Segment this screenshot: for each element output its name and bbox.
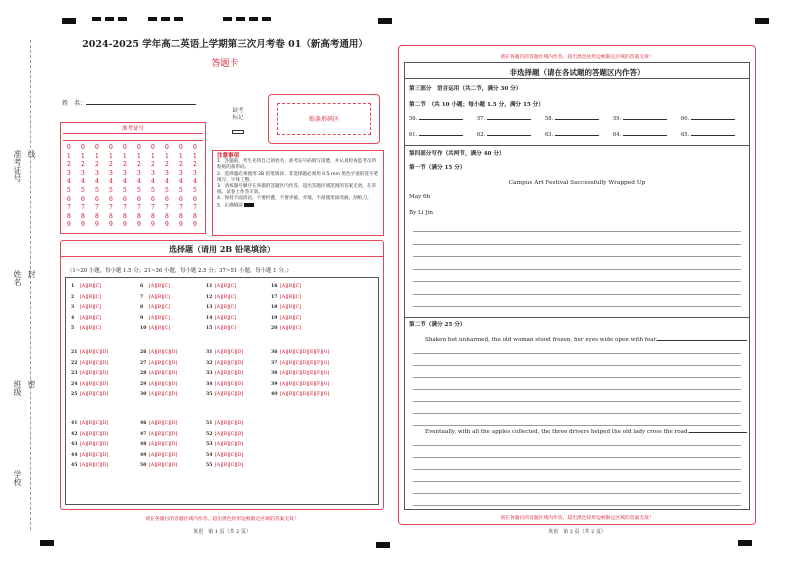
choice-question[interactable]: 19 [A][B][C] (271, 315, 301, 321)
choice-question[interactable]: 52 [A][B][C][D] (206, 431, 244, 437)
notes-box (212, 150, 384, 236)
writing-lines[interactable] (405, 437, 749, 509)
digit-bubble[interactable]: 5 (95, 187, 99, 194)
choice-question[interactable]: 14 [A][B][C] (206, 315, 236, 321)
digit-bubble[interactable]: 0 (137, 144, 141, 151)
digit-bubble[interactable]: 5 (123, 187, 127, 194)
digit-bubble[interactable]: 5 (193, 187, 197, 194)
writing-line[interactable] (413, 353, 741, 354)
writing-line[interactable] (413, 306, 741, 307)
digit-bubble[interactable]: 6 (109, 195, 113, 203)
digit-bubble[interactable]: 5 (109, 187, 113, 194)
registration-mark (755, 18, 769, 24)
digit-bubble[interactable]: 0 (67, 144, 71, 151)
registration-mark (376, 542, 390, 548)
digit-bubble[interactable]: 4 (179, 178, 183, 186)
warning-left: 请在各题目的答题区域内作答，超出黑色矩形边框限定区域的答案无效！ (145, 517, 299, 522)
part4-heading: 第四部分写作（共两节，满分 40 分） (409, 151, 505, 157)
digit-bubble[interactable]: 8 (109, 212, 113, 220)
choice-question[interactable]: 37 [A][B][C][D][E][F][G] (271, 360, 330, 366)
digit-bubble[interactable]: 3 (123, 169, 127, 177)
digit-bubble[interactable]: 5 (81, 187, 85, 194)
margin-xian: 线 (27, 150, 36, 158)
digit-bubble[interactable]: 4 (137, 178, 141, 186)
notes-item: 1．答题前，考生先将自己的姓名、准考证号码填写清楚，并认真检查监考员所粘贴的条形码。 (217, 159, 377, 171)
absent-label: 缺考标记 (232, 108, 244, 121)
writing-line[interactable] (413, 445, 741, 446)
exam-number-grid (60, 122, 206, 234)
registration-mark (40, 540, 54, 546)
digit-bubble[interactable]: 4 (81, 178, 85, 186)
choice-question[interactable]: 55 [A][B][C][D] (206, 463, 244, 468)
digit-bubble[interactable]: 7 (67, 204, 71, 212)
fill-blank[interactable]: 62. (477, 132, 545, 138)
digit-bubble[interactable]: 1 (109, 152, 113, 160)
choice-question[interactable]: 35 [A][B][C][D] (206, 392, 244, 397)
digit-bubble[interactable]: 6 (81, 195, 85, 203)
choice-question[interactable]: 7 [A][B][C] (140, 294, 170, 300)
digit-bubble[interactable]: 8 (95, 212, 99, 220)
digit-bubble[interactable]: 9 (179, 221, 183, 229)
writing-line[interactable] (413, 281, 741, 282)
writing-line[interactable] (413, 425, 741, 426)
margin-mi: 密 (27, 380, 36, 388)
choice-question[interactable]: 45 [A][B][C][D] (71, 463, 109, 468)
digit-bubble[interactable]: 1 (179, 152, 183, 160)
writing-line[interactable] (413, 365, 741, 366)
digit-bubble[interactable]: 7 (165, 204, 169, 212)
digit-bubble[interactable]: 9 (81, 221, 85, 229)
choice-question[interactable]: 49 [A][B][C][D] (140, 452, 178, 458)
digit-bubble[interactable]: 7 (109, 204, 113, 212)
choice-question[interactable]: 21 [A][B][C][D] (71, 350, 109, 355)
digit-bubble[interactable]: 0 (81, 144, 85, 151)
digit-bubble[interactable]: 5 (179, 187, 183, 194)
fill-blank[interactable]: 57. (477, 116, 545, 122)
digit-bubble[interactable]: 9 (193, 221, 197, 229)
choice-question[interactable]: 18 [A][B][C] (271, 305, 301, 310)
choice-question[interactable]: 32 [A][B][C][D] (206, 360, 244, 366)
writing-line[interactable] (413, 413, 741, 414)
digit-bubble[interactable]: 0 (123, 144, 127, 151)
choice-question[interactable]: 1 [A][B][C] (71, 284, 101, 289)
digit-bubble[interactable]: 2 (123, 161, 127, 169)
writing-line[interactable] (413, 256, 741, 257)
digit-bubble[interactable]: 6 (137, 195, 141, 203)
name-field[interactable] (62, 98, 196, 107)
fill-blank[interactable]: 58. (545, 116, 613, 122)
digit-bubble[interactable]: 8 (137, 212, 141, 220)
fill-blank[interactable]: 60. (681, 116, 749, 122)
choice-question[interactable]: 25 [A][B][C][D] (71, 392, 109, 397)
continuation-para2: Eventually, with all the apples collected, the three drivers helped the old lady cross the road. (425, 429, 747, 435)
timing-mark (148, 17, 157, 21)
choice-question[interactable]: 41 [A][B][C][D] (71, 421, 109, 426)
writing-line[interactable] (413, 231, 741, 232)
fill-blank[interactable]: 64. (613, 132, 681, 138)
choice-question[interactable]: 47 [A][B][C][D] (140, 431, 178, 437)
writing-lines[interactable] (405, 223, 749, 313)
digit-bubble[interactable]: 9 (165, 221, 169, 229)
choice-question[interactable]: 8 [A][B][C] (140, 305, 170, 310)
margin-class-label: 班级 (13, 380, 22, 396)
choice-question[interactable]: 43 [A][B][C][D] (71, 442, 109, 447)
digit-bubble[interactable]: 3 (151, 169, 155, 177)
right-title: 非选择题（请在各试题的答题区内作答） (509, 68, 645, 77)
digit-bubble[interactable]: 2 (193, 161, 197, 169)
choice-question[interactable]: 31 [A][B][C][D] (206, 350, 244, 355)
digit-bubble[interactable]: 0 (109, 144, 113, 151)
part3-heading: 第三部分 语言运用（共二节，满分 30 分） (409, 86, 522, 92)
digit-bubble[interactable]: 8 (151, 212, 155, 220)
notes-title: 注意事项 (217, 153, 240, 159)
choice-question[interactable]: 40 [A][B][C][D][E][F][G] (271, 392, 330, 397)
margin-exam-no-label: 准考证号 (13, 150, 22, 182)
choice-question[interactable]: 34 [A][B][C][D] (206, 381, 244, 387)
choice-question[interactable]: 44 [A][B][C][D] (71, 452, 109, 458)
timing-mark (249, 17, 258, 21)
choice-question[interactable]: 16 [A][B][C] (271, 284, 301, 289)
digit-bubble[interactable]: 9 (95, 221, 99, 229)
digit-bubble[interactable]: 2 (137, 161, 141, 169)
writing-line[interactable] (413, 469, 741, 470)
section2-heading: 第二节 （共 10 小题；每小题 1.5 分，满分 15 分） (409, 102, 544, 108)
digit-bubble[interactable]: 2 (81, 161, 85, 169)
writing-lines[interactable] (405, 345, 749, 433)
choice-question[interactable]: 42 [A][B][C][D] (71, 431, 109, 437)
digit-bubble[interactable]: 4 (123, 178, 127, 186)
fill-blank[interactable]: 65. (681, 132, 749, 138)
digit-bubble[interactable]: 8 (67, 212, 71, 220)
choice-question[interactable]: 17 [A][B][C] (271, 294, 301, 300)
essay-date: May 6h (409, 194, 431, 200)
digit-bubble[interactable]: 0 (165, 144, 169, 151)
fill-blank[interactable]: 56. (409, 116, 477, 122)
digit-bubble[interactable]: 7 (137, 204, 141, 212)
digit-bubble[interactable]: 9 (151, 221, 155, 229)
timing-mark (262, 17, 271, 21)
choice-section (60, 240, 384, 510)
timing-mark (174, 17, 183, 21)
choice-question[interactable]: 29 [A][B][C][D] (140, 381, 178, 387)
registration-mark (62, 18, 76, 24)
digit-bubble[interactable]: 7 (95, 204, 99, 212)
choice-question[interactable]: 28 [A][B][C][D] (140, 371, 178, 376)
choice-question[interactable]: 46 [A][B][C][D] (140, 421, 178, 426)
digit-bubble[interactable]: 2 (151, 161, 155, 169)
digit-bubble[interactable]: 3 (137, 169, 141, 177)
digit-bubble[interactable]: 2 (95, 161, 99, 169)
choice-question[interactable]: 3 [A][B][C] (71, 305, 101, 310)
digit-bubble[interactable]: 2 (165, 161, 169, 169)
digit-bubble[interactable]: 2 (179, 161, 183, 169)
page-title: 2024-2025 学年高二英语上学期第三次月考卷 01（新高考通用） (82, 39, 368, 50)
digit-bubble[interactable]: 7 (123, 204, 127, 212)
choice-note: （1~20 小题，每小题 1.5 分；21~36 小题，每小题 2.5 分；37~51 小题，每小题 1 分。） (67, 268, 292, 274)
digit-bubble[interactable]: 1 (81, 152, 85, 160)
digit-bubble[interactable]: 6 (67, 195, 71, 203)
digit-bubble[interactable]: 4 (151, 178, 155, 186)
writing-line[interactable] (413, 294, 741, 295)
notes-item: 2．选择题必须使用 2B 铅笔填涂；非选择题必须用 0.5 mm 黑色字迹的签字笔填写，字体工整。 (217, 171, 379, 183)
notes-item: 4．保持卡面清洁，不要折叠，不要弄破、弄皱，不准使用涂改液、刮纸刀。 (217, 196, 372, 202)
choice-question[interactable]: 50 [A][B][C][D] (140, 463, 178, 468)
digit-bubble[interactable]: 4 (109, 178, 113, 186)
choice-question[interactable]: 20 [A][B][C] (271, 326, 301, 331)
digit-bubble[interactable]: 8 (123, 212, 127, 220)
digit-bubble[interactable]: 2 (67, 161, 71, 169)
digit-bubble[interactable]: 6 (179, 195, 183, 203)
digit-bubble[interactable]: 1 (137, 152, 141, 160)
choice-question[interactable]: 4 [A][B][C] (71, 315, 101, 321)
digit-bubble[interactable]: 4 (165, 178, 169, 186)
exam-number-label: 准考证号 (121, 126, 144, 132)
digit-bubble[interactable]: 9 (123, 221, 127, 229)
writing-line[interactable] (413, 493, 741, 494)
writing2-heading: 第二节（满分 25 分） (409, 322, 466, 328)
timing-mark (105, 17, 114, 21)
digit-bubble[interactable]: 8 (165, 212, 169, 220)
warning-bottom: 请在各题目的答题区域内作答，超出黑色矩形边框限定区域的答案无效！ (500, 516, 654, 521)
writing-line[interactable] (413, 457, 741, 458)
choice-question[interactable]: 11 [A][B][C] (206, 284, 236, 289)
digit-bubble[interactable]: 7 (179, 204, 183, 212)
choice-question[interactable]: 33 [A][B][C][D] (206, 371, 244, 376)
digit-bubble[interactable]: 9 (137, 221, 141, 229)
barcode-label: 贴条形码区 (277, 103, 371, 135)
timing-mark (223, 17, 232, 21)
choice-question[interactable]: 39 [A][B][C][D][E][F][G] (271, 381, 330, 387)
digit-bubble[interactable]: 8 (81, 212, 85, 220)
name-label: 姓 名： (62, 100, 87, 107)
digit-bubble[interactable]: 5 (67, 187, 71, 194)
digit-bubble[interactable]: 3 (81, 169, 85, 177)
digit-bubble[interactable]: 1 (193, 152, 197, 160)
digit-bubble[interactable]: 0 (179, 144, 183, 151)
essay-author: By Li Jin (409, 210, 433, 216)
choice-question[interactable]: 2 [A][B][C] (71, 294, 101, 300)
digit-bubble[interactable]: 3 (109, 169, 113, 177)
page-subtitle: 答题卡 (211, 59, 239, 69)
continuation-para1: Shaken but unharmed, the old woman stood frozen, her eyes wide open with fear. (425, 337, 747, 343)
digit-bubble[interactable]: 9 (67, 221, 71, 229)
choice-question[interactable]: 26 [A][B][C][D] (140, 350, 178, 355)
timing-mark (118, 17, 127, 21)
digit-bubble[interactable]: 6 (95, 195, 99, 203)
choice-question[interactable]: 51 [A][B][C][D] (206, 421, 244, 426)
binding-line (30, 40, 31, 530)
digit-bubble[interactable]: 6 (193, 195, 197, 203)
digit-columns[interactable] (63, 133, 203, 141)
digit-bubble[interactable]: 7 (81, 204, 85, 212)
digit-bubble[interactable]: 4 (67, 178, 71, 186)
choice-question[interactable]: 48 [A][B][C][D] (140, 442, 178, 447)
digit-bubble[interactable]: 5 (137, 187, 141, 194)
footer-left: 英语 第 1 页（共 2 页） (193, 529, 251, 535)
digit-bubble[interactable]: 6 (165, 195, 169, 203)
digit-bubble[interactable]: 0 (151, 144, 155, 151)
choice-question[interactable]: 13 [A][B][C] (206, 305, 236, 310)
digit-bubble[interactable]: 3 (165, 169, 169, 177)
digit-bubble[interactable]: 8 (179, 212, 183, 220)
writing-line[interactable] (413, 244, 741, 245)
digit-bubble[interactable]: 5 (165, 187, 169, 194)
notes-item: 3．请按题号顺序在各题的答题区内作答，超出答题区域范围的答案无效，在草纸、试卷上作答无效。 (217, 184, 377, 196)
digit-bubble[interactable]: 9 (109, 221, 113, 229)
digit-bubble[interactable]: 7 (193, 204, 197, 212)
notes-item: 5．正确填涂 (217, 203, 379, 210)
choice-question[interactable]: 10 [A][B][C] (140, 326, 170, 331)
writing-line[interactable] (413, 269, 741, 270)
choice-question[interactable]: 23 [A][B][C][D] (71, 371, 109, 376)
registration-mark (738, 540, 752, 546)
digit-bubble[interactable]: 3 (67, 169, 71, 177)
absent-box[interactable] (232, 130, 244, 134)
fill-blank[interactable]: 59. (613, 116, 681, 122)
digit-bubble[interactable]: 4 (95, 178, 99, 186)
digit-bubble[interactable]: 1 (165, 152, 169, 160)
choice-question[interactable]: 9 [A][B][C] (140, 315, 170, 321)
choice-question[interactable]: 12 [A][B][C] (206, 294, 236, 300)
digit-bubble[interactable]: 1 (67, 152, 71, 160)
answer-page-right (398, 45, 756, 525)
warning-top: 请在各题目的答题区域内作答，超出黑色矩形边框限定区域的答案无效！ (500, 55, 654, 60)
digit-bubble[interactable]: 3 (193, 169, 197, 177)
digit-bubble[interactable]: 1 (95, 152, 99, 160)
writing-line[interactable] (413, 505, 741, 506)
digit-bubble[interactable]: 8 (193, 212, 197, 220)
choice-question[interactable]: 22 [A][B][C][D] (71, 360, 109, 366)
writing-line[interactable] (413, 389, 741, 390)
timing-mark (161, 17, 170, 21)
choice-question[interactable]: 54 [A][B][C][D] (206, 452, 244, 458)
choice-grid (65, 277, 379, 505)
digit-bubble[interactable]: 5 (151, 187, 155, 194)
digit-bubble[interactable]: 4 (193, 178, 197, 186)
fill-row (409, 132, 749, 138)
digit-bubble[interactable]: 3 (95, 169, 99, 177)
digit-bubble[interactable]: 2 (109, 161, 113, 169)
digit-bubble[interactable]: 7 (151, 204, 155, 212)
fill-row (409, 116, 749, 122)
margin-feng: 封 (27, 270, 36, 278)
digit-bubble[interactable]: 1 (151, 152, 155, 160)
digit-bubble[interactable]: 0 (95, 144, 99, 151)
timing-mark (236, 17, 245, 21)
choice-question[interactable]: 6 [A][B][C] (140, 284, 170, 289)
filled-example (244, 203, 254, 207)
digit-bubble[interactable]: 6 (151, 195, 155, 203)
fill-blank[interactable]: 61. (409, 132, 477, 138)
choice-question[interactable]: 5 [A][B][C] (71, 326, 101, 331)
essay-title: Campus Art Festival Successfully Wrapped Up (508, 180, 646, 186)
choice-question[interactable]: 15 [A][B][C] (206, 326, 236, 331)
barcode-area (268, 94, 380, 144)
digit-bubble[interactable]: 3 (179, 169, 183, 177)
choice-question[interactable]: 38 [A][B][C][D][E][F][G] (271, 371, 330, 376)
choice-title: 选择题（请用 2B 铅笔填涂） (169, 244, 275, 254)
footer-right: 英语 第 2 页（共 2 页） (548, 529, 606, 535)
writing-line[interactable] (413, 401, 741, 402)
choice-question[interactable]: 27 [A][B][C][D] (140, 360, 178, 366)
choice-question[interactable]: 30 [A][B][C][D] (140, 392, 178, 397)
fill-blank[interactable]: 63. (545, 132, 613, 138)
choice-question[interactable]: 36 [A][B][C][D][E][F][G] (271, 350, 330, 355)
choice-question[interactable]: 53 [A][B][C][D] (206, 442, 244, 447)
digit-bubble[interactable]: 6 (123, 195, 127, 203)
writing-line[interactable] (413, 377, 741, 378)
margin-school-label: 学校 (13, 470, 22, 486)
margin-name-label: 姓名 (13, 270, 22, 286)
digit-bubble[interactable]: 1 (123, 152, 127, 160)
digit-bubble[interactable]: 0 (193, 144, 197, 151)
choice-question[interactable]: 24 [A][B][C][D] (71, 381, 109, 387)
timing-mark (92, 17, 101, 21)
writing1-heading: 第一节（满分 15 分） (409, 165, 466, 171)
registration-mark (378, 18, 392, 24)
writing-line[interactable] (413, 481, 741, 482)
